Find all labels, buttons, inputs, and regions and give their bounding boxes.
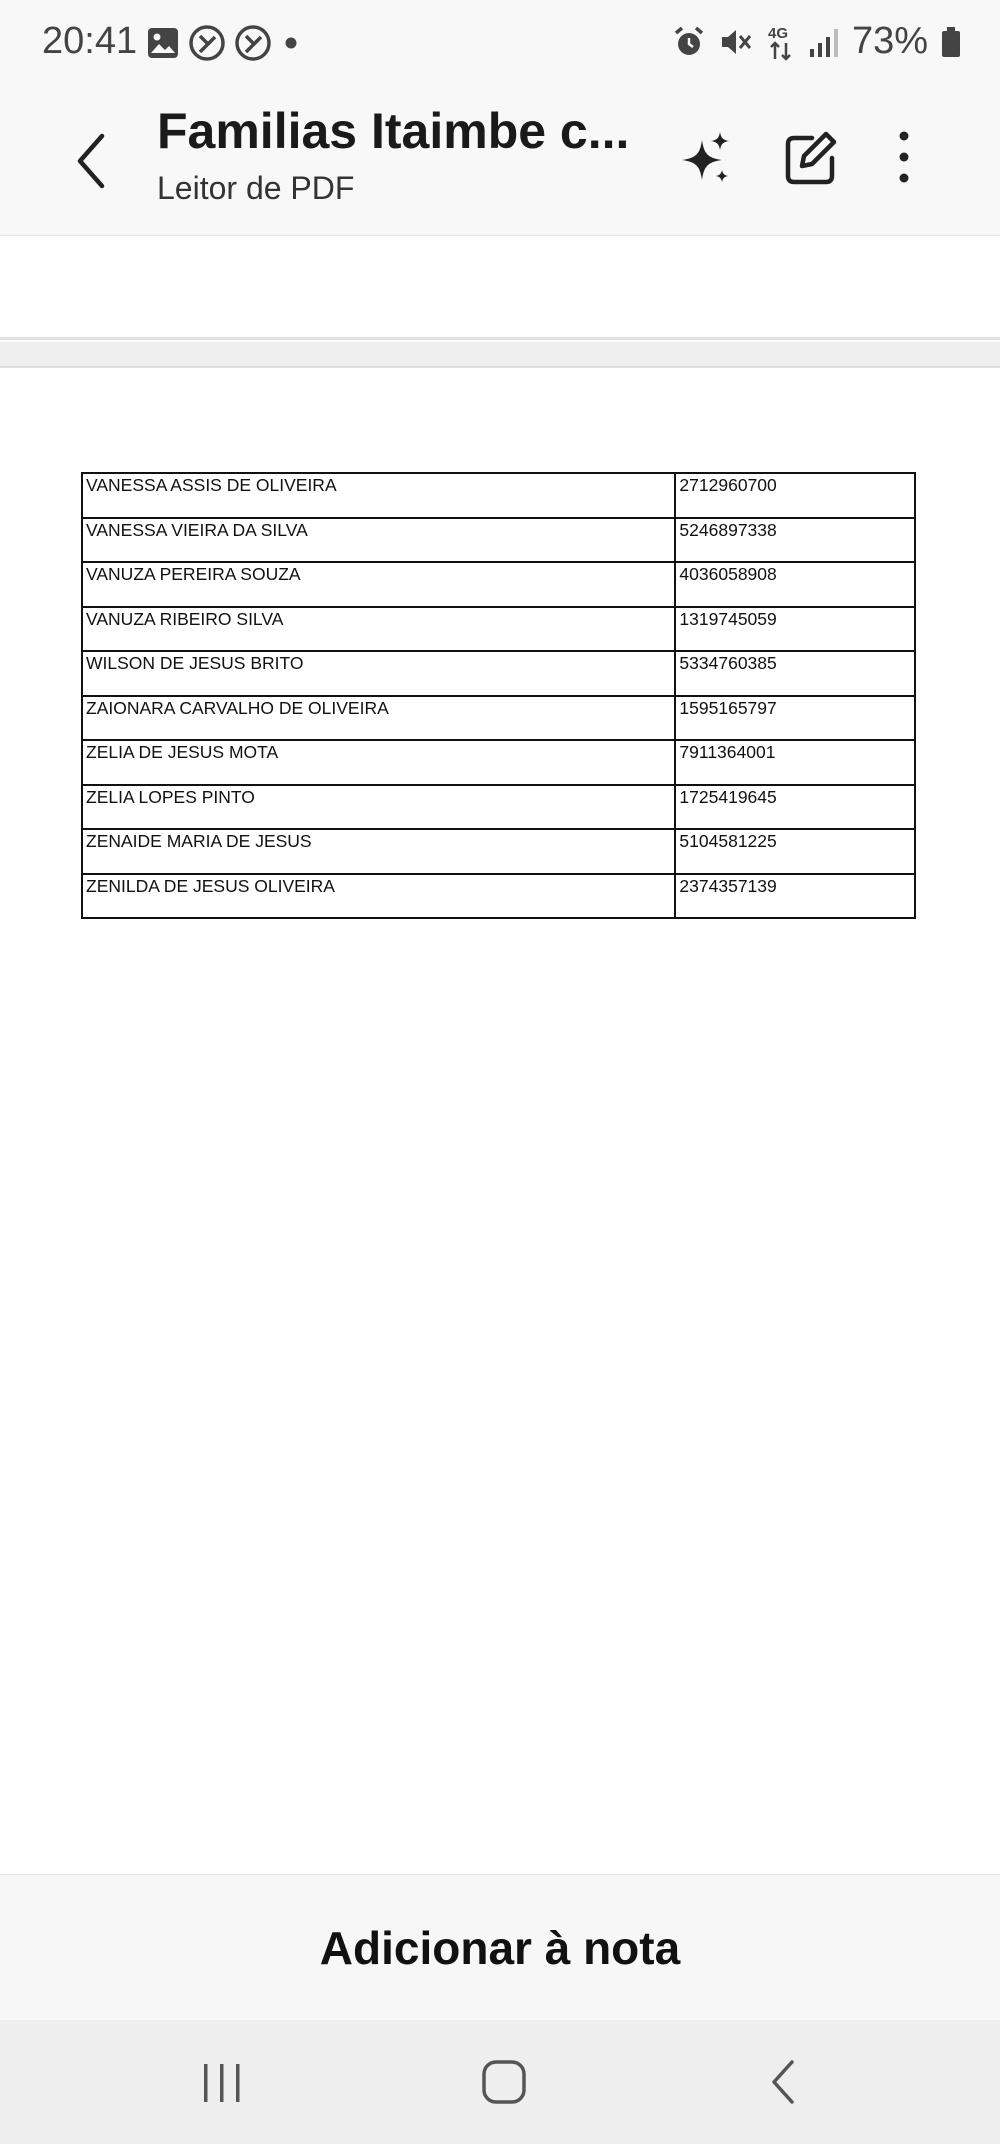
- table-row: [82, 829, 915, 874]
- home-icon: [478, 2056, 530, 2108]
- table-row: [82, 696, 915, 741]
- bottom-action-bar: [0, 1874, 1000, 2020]
- missed-call-icon: [234, 24, 272, 62]
- more-options-button[interactable]: [884, 126, 924, 188]
- table-row: [82, 518, 915, 563]
- nav-back-button[interactable]: [764, 2056, 804, 2108]
- edit-button[interactable]: [782, 126, 838, 188]
- name-cell: WILSON DE JESUS BRITO: [82, 651, 675, 696]
- code-cell: 2374357139: [675, 874, 915, 919]
- code-cell: 7911364001: [675, 740, 915, 785]
- table-row: [82, 785, 915, 830]
- alarm-icon: [672, 25, 706, 59]
- ai-sparkle-icon: [678, 126, 734, 188]
- missed-call-icon: [188, 24, 226, 62]
- mute-icon: [718, 25, 754, 59]
- more-vert-icon: [884, 126, 924, 188]
- name-cell: VANUZA PEREIRA SOUZA: [82, 562, 675, 607]
- name-cell: ZENAIDE MARIA DE JESUS: [82, 829, 675, 874]
- page-separator: [0, 342, 1000, 368]
- code-cell: 1725419645: [675, 785, 915, 830]
- name-cell: ZENILDA DE JESUS OLIVEIRA: [82, 874, 675, 919]
- ai-assist-button[interactable]: [678, 126, 734, 188]
- name-cell: VANESSA ASSIS DE OLIVEIRA: [82, 473, 675, 518]
- back-icon: [764, 2056, 804, 2108]
- code-cell: 5246897338: [675, 518, 915, 563]
- name-cell: VANUZA RIBEIRO SILVA: [82, 607, 675, 652]
- notification-dot-icon: [280, 32, 302, 54]
- edit-icon: [782, 126, 838, 188]
- table-row: [82, 562, 915, 607]
- table-body: [82, 473, 915, 918]
- app-bar: [0, 88, 1000, 236]
- table-row: [82, 473, 915, 518]
- app-subtitle: Leitor de PDF: [157, 170, 355, 206]
- name-cell: VANESSA VIEIRA DA SILVA: [82, 518, 675, 563]
- back-icon: [68, 126, 118, 196]
- name-cell: ZELIA DE JESUS MOTA: [82, 740, 675, 785]
- code-cell: 1319745059: [675, 607, 915, 652]
- document-title: Familias Itaimbe c...: [157, 103, 630, 159]
- table-row: [82, 651, 915, 696]
- code-cell: 2712960700: [675, 473, 915, 518]
- code-cell: 5334760385: [675, 651, 915, 696]
- status-system-icons: [672, 20, 962, 63]
- 4g-data-icon: [766, 23, 796, 61]
- home-button[interactable]: [478, 2056, 530, 2108]
- add-to-note-button[interactable]: Adicionar à nota: [319, 1922, 681, 1974]
- status-bar: [0, 0, 1000, 88]
- name-cell: ZAIONARA CARVALHO DE OLIVEIRA: [82, 696, 675, 741]
- previous-page-bottom: [0, 237, 1000, 340]
- recents-icon: [196, 2060, 248, 2106]
- status-time: 20:41: [42, 20, 138, 62]
- table-row: [82, 874, 915, 919]
- families-table: [81, 472, 916, 919]
- status-notification-icons: [146, 24, 302, 62]
- code-cell: 5104581225: [675, 829, 915, 874]
- table-row: [82, 740, 915, 785]
- name-cell: ZELIA LOPES PINTO: [82, 785, 675, 830]
- battery-percent: 73%: [851, 20, 928, 62]
- code-cell: 4036058908: [675, 562, 915, 607]
- battery-icon: [940, 25, 962, 59]
- signal-icon: [808, 25, 840, 59]
- code-cell: 1595165797: [675, 696, 915, 741]
- pdf-page[interactable]: [0, 370, 1000, 1874]
- navigation-bar: [0, 2020, 1000, 2144]
- table-row: [82, 607, 915, 652]
- image-icon: [146, 26, 180, 60]
- recents-button[interactable]: [196, 2060, 248, 2106]
- back-button[interactable]: [68, 126, 118, 196]
- svg-text:4G: 4G: [767, 24, 788, 42]
